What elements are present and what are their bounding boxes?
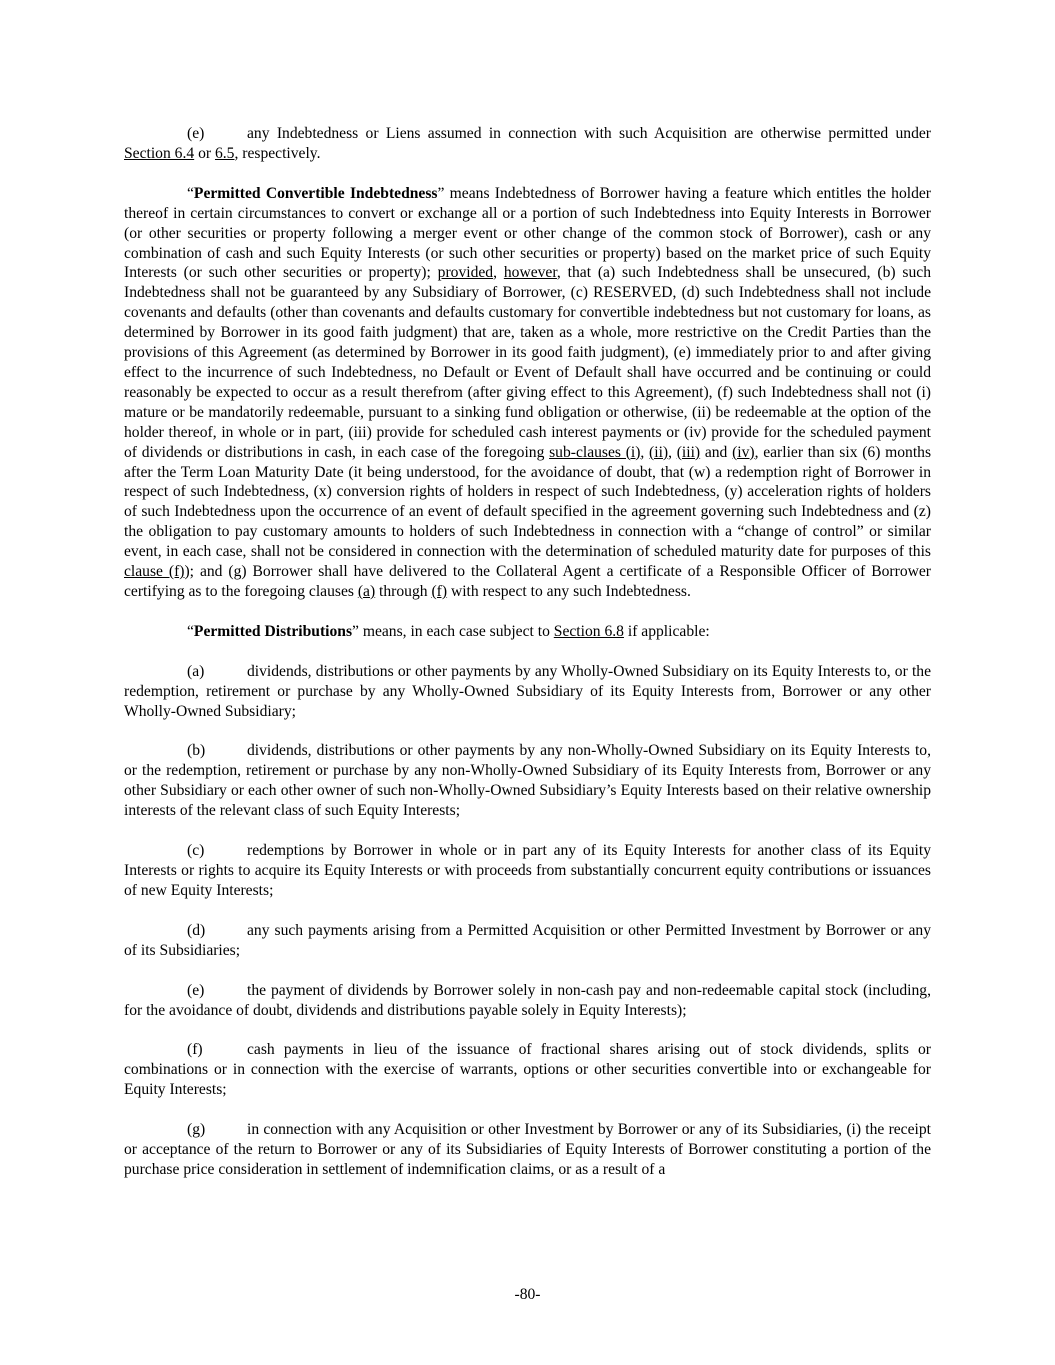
clause-text: cash payments in lieu of the issuance of fractional shares arising out of stock dividends, splits or combinations or in connection with the exercise of warrants, options or other securities convertible into or exchangeable for Equity Interests; bbox=[124, 1041, 931, 1099]
clause-text: any Indebtedness or Liens assumed in connection with such Acquisition are otherwise permitted under bbox=[247, 125, 931, 142]
definition-text: with respect to any such Indebtedness. bbox=[447, 582, 691, 600]
document-page bbox=[124, 124, 931, 1200]
definition-text: , bbox=[668, 443, 677, 461]
distribution-clause-d bbox=[124, 921, 931, 961]
clause-text: redemptions by Borrower in whole or in part any of its Equity Interests for another class of its Equity Interests or rights to acquire its Equity Interests or with proceeds from substantially concurrent equity contributions or issuances of new Equity Interests; bbox=[124, 842, 931, 899]
clause-label: (e) bbox=[187, 981, 205, 999]
clause-text: dividends, distributions or other payments by any Wholly-Owned Subsidiary on its Equity Interests to, or the redemption, retirement or purchase by any Wholly-Owned Subsidiary of its Equity Interests from, Borrower or any other Wholly-Owned Subsidiary; bbox=[124, 662, 931, 720]
distribution-clause-g bbox=[124, 1120, 931, 1180]
clause-label: (f) bbox=[187, 1041, 203, 1059]
distribution-clause-a bbox=[124, 662, 931, 722]
definition-permitted-convertible-indebtedness bbox=[124, 184, 931, 602]
clause-e-acquisition bbox=[124, 124, 931, 164]
distribution-clause-e bbox=[124, 981, 931, 1021]
clause-text: , respectively. bbox=[234, 144, 321, 162]
clause-text: in connection with any Acquisition or other Investment by Borrower or any of its Subsidiaries, (i) the receipt or acceptance of the return to Borrower or any of its Subsidiaries of Equity Interests of Borrower constituting a portion of the purchase price consideration in settlement of indemnification claims, or as a result of a bbox=[124, 1121, 931, 1178]
sub-clause-iv-reference: (iv) bbox=[732, 443, 755, 461]
clause-label: (a) bbox=[187, 662, 205, 680]
section-6-5-reference: 6.5 bbox=[214, 144, 235, 162]
definition-text: and bbox=[700, 443, 733, 461]
defined-term: Permitted Convertible Indebtedness bbox=[193, 184, 438, 202]
open-quote: “ bbox=[187, 622, 194, 640]
page-number: -80- bbox=[514, 1286, 541, 1303]
section-6-4-reference: Section 6.4 bbox=[124, 144, 195, 162]
distribution-clause-f bbox=[124, 1040, 931, 1100]
sub-clause-ii-reference: (ii) bbox=[649, 443, 669, 461]
definition-text: ); and (g) Borrower shall have delivered to the Collateral Agent a certificate of a Responsible Officer of Borrower certifying as to the foregoing clauses bbox=[124, 563, 931, 600]
section-6-8-reference: Section 6.8 bbox=[553, 622, 624, 640]
however-term: however bbox=[503, 264, 557, 282]
provided-term: provided bbox=[437, 264, 494, 282]
clause-text: dividends, distributions or other payments by any non-Wholly-Owned Subsidiary on its Equity Interests to, or the redemption, retirement or purchase by any non-Wholly-Owned Subsidiary of its Equity Interests from, Borrower or any other Subsidiary or each other owner of such non-Wholly-Owned Subsidiary’s Equity Interests based on their relative ownership interests of the relevant class of such Equity Interests; bbox=[124, 742, 931, 820]
definition-text: if applicable: bbox=[623, 622, 710, 640]
sub-clause-i-reference: sub-clauses (i) bbox=[549, 443, 641, 461]
definition-text: , bbox=[640, 443, 650, 461]
clause-label: (d) bbox=[187, 921, 206, 939]
definition-permitted-distributions bbox=[124, 622, 931, 642]
clause-label: (e) bbox=[187, 125, 205, 142]
definition-text: , bbox=[493, 264, 504, 282]
open-quote: “ bbox=[187, 184, 194, 202]
definition-text: , that (a) such Indebtedness shall be unsecured, (b) such Indebtedness shall not be guaranteed by any Subsidiary of Borrower, (c) RESERVED, (d) such Indebtedness shall not include covenants and defaults (other than covenants and defaults customary for convertible indebtedness but not customary for loans, as determined by Borrower in its good faith judgment) that are, taken as a whole, more restrictive on the Credit Parties than the provisions of this Agreement (as determined by Borrower in its good faith judgment), (e) immediately prior to and after giving effect to the incurrence of such Indebtedness, no Default or Event of Default shall have occurred and be continuing or could reasonably be expected to occur as a result therefrom (after giving effect to this Agreement), (f) such Indebtedness shall not (i) mature or be mandatorily redeemable, pursuant to a sinking fund obligation or otherwise, (ii) be redeemable at the option of the holder thereof, in whole or in part, (iii) provide for scheduled cash interest payments or (iv) provide for the scheduled payment of dividends or distributions in cash, in each case of the foregoing bbox=[124, 264, 932, 461]
definition-text: through bbox=[375, 582, 432, 600]
clause-f-reference: clause (f) bbox=[124, 563, 185, 581]
definition-text: ” means, in each case subject to bbox=[352, 622, 554, 640]
clause-text: the payment of dividends by Borrower solely in non-cash pay and non-redeemable capital stock (including, for the avoidance of doubt, dividends and distributions payable solely in Equity Interests); bbox=[124, 981, 931, 1019]
definition-text: , earlier than six (6) months after the Term Loan Maturity Date (it being understood, for the avoidance of doubt, that (w) a redemption right of Borrower in respect of such Indebtedness, (x) conversion rights of holders in respect of such Indebtedness, (y) acceleration rights of holders of such Indebtedness upon the occurrence of an event of default specified in the agreement governing such Indebtedness and (z) the obligation to pay customary amounts to holders of such Indebtedness in connection with a “change of control” or similar event, in each case, shall not be considered in connection with the determination of scheduled maturity date for purposes of this bbox=[124, 443, 932, 561]
clause-label: (b) bbox=[187, 742, 206, 760]
defined-term: Permitted Distributions bbox=[193, 622, 353, 640]
clause-label: (g) bbox=[187, 1121, 206, 1139]
distribution-clause-b bbox=[124, 741, 931, 821]
clause-a-reference: (a) bbox=[357, 582, 376, 600]
clause-label: (c) bbox=[187, 842, 205, 860]
definition-text: ” means Indebtedness of Borrower having a feature which entitles the holder thereof in certain circumstances to convert or exchange all or a portion of such Indebtedness into Equity Interests in Borrower (or other securities or property following a merger event or other change of the common stock of Borrower), cash or any combination of cash and such Equity Interests (or such other securities or property) based on the market price of such Equity Interests (or such other securities or property); bbox=[124, 184, 932, 282]
sub-clause-iii-reference: (iii) bbox=[676, 443, 701, 461]
distribution-clause-c bbox=[124, 841, 931, 901]
clause-text: or bbox=[194, 144, 215, 162]
clause-f-short-reference: (f) bbox=[431, 582, 448, 600]
clause-text: any such payments arising from a Permitted Acquisition or other Permitted Investment by Borrower or any of its Subsidiaries; bbox=[124, 921, 931, 959]
